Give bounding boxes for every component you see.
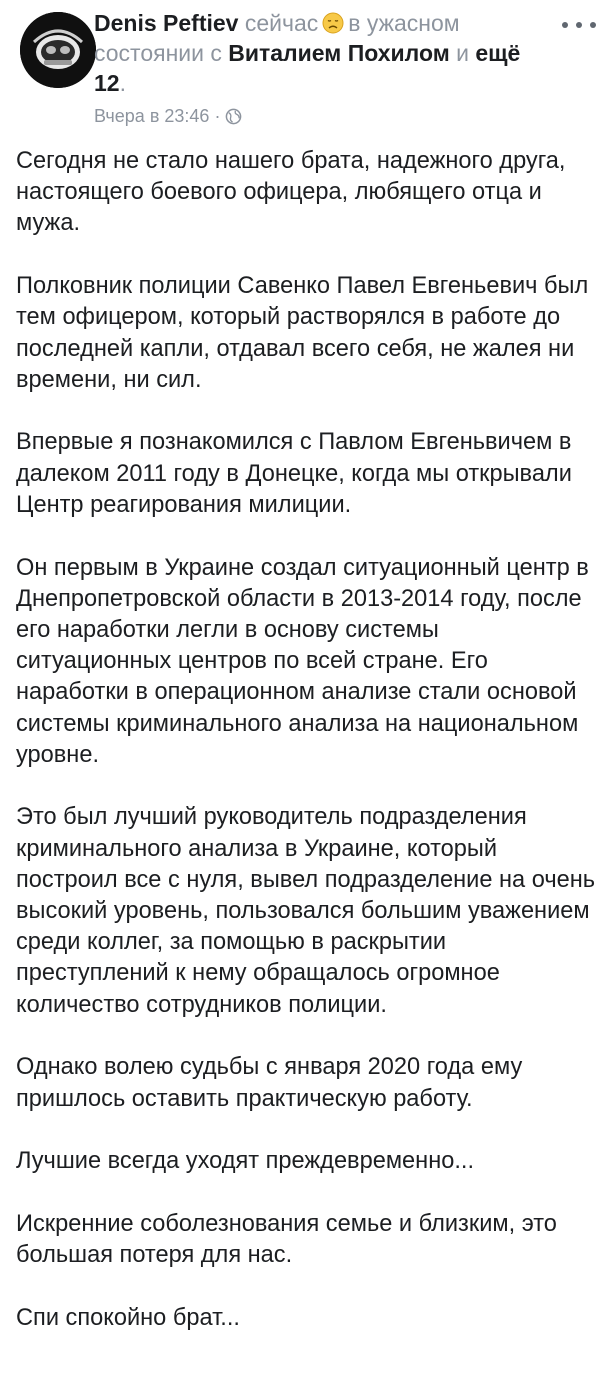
sad-face-emoji-icon (322, 12, 344, 34)
author-name[interactable]: Denis Peftiev (94, 10, 239, 36)
globe-icon[interactable] (225, 108, 242, 125)
post-header-text (94, 8, 534, 98)
avatar-image (20, 12, 96, 88)
post-paragraph: Лучшие всегда уходят преждевременно... (16, 1148, 475, 1175)
post-paragraph: Спи спокойно брат... (16, 1304, 240, 1331)
others-link[interactable]: ещё 12 (94, 40, 521, 96)
tagged-person-link[interactable]: Виталием Похилом (228, 40, 450, 66)
post-meta (94, 104, 242, 128)
others-suffix: . (119, 70, 126, 96)
post-paragraph: Однако волею судьбы с января 2020 года ему пришлось оставить практическую работу. (16, 1054, 523, 1112)
meta-separator: · (214, 106, 221, 126)
post-paragraph: Сегодня не стало нашего брата, надежного друга, настоящего боевого офицера, любящего отца и мужа. (16, 148, 566, 237)
post-body (16, 146, 596, 1366)
post-paragraph: Это был лучший руководитель подразделения криминального анализа в Украине, который построил все с нуля, вывел подразделение на очень высокий уровень, пользовался большим уважением среди коллег, за помощью в раскрытии преступлений к нему обращалось огромное количество сотрудников полиции. (16, 804, 596, 1018)
feeling-prefix: сейчас (244, 10, 319, 36)
post-paragraph: Впервые я познакомился с Павлом Евгеньвичем в далеком 2011 году в Донецке, когда мы открывали Центр реагирования милиции. (16, 429, 572, 518)
more-options-icon[interactable] (562, 12, 596, 38)
post-paragraph: Он первым в Украине создал ситуационный центр в Днепропетровской области в 2013-2014 году, после его наработки легли в основу системы ситуационных центров по всей стране. Его наработки в операционном анализе стали основой системы криминального анализа на национальном уровне. (16, 554, 589, 768)
author-avatar[interactable] (20, 12, 96, 88)
and-text: и (456, 40, 469, 66)
post-paragraph: Полковник полиции Савенко Павел Евгеньевич был тем офицером, который растворялся в работе до последней капли, отдавал всего себя, не жалея ни времени, ни сил. (16, 273, 589, 393)
post-timestamp[interactable]: Вчера в 23:46 (94, 106, 210, 126)
post-header (14, 8, 596, 128)
feeling-text: в ужасном состоянии с (94, 10, 460, 66)
post-paragraph: Искренние соболезнования семье и близким, это большая потеря для нас. (16, 1210, 557, 1269)
